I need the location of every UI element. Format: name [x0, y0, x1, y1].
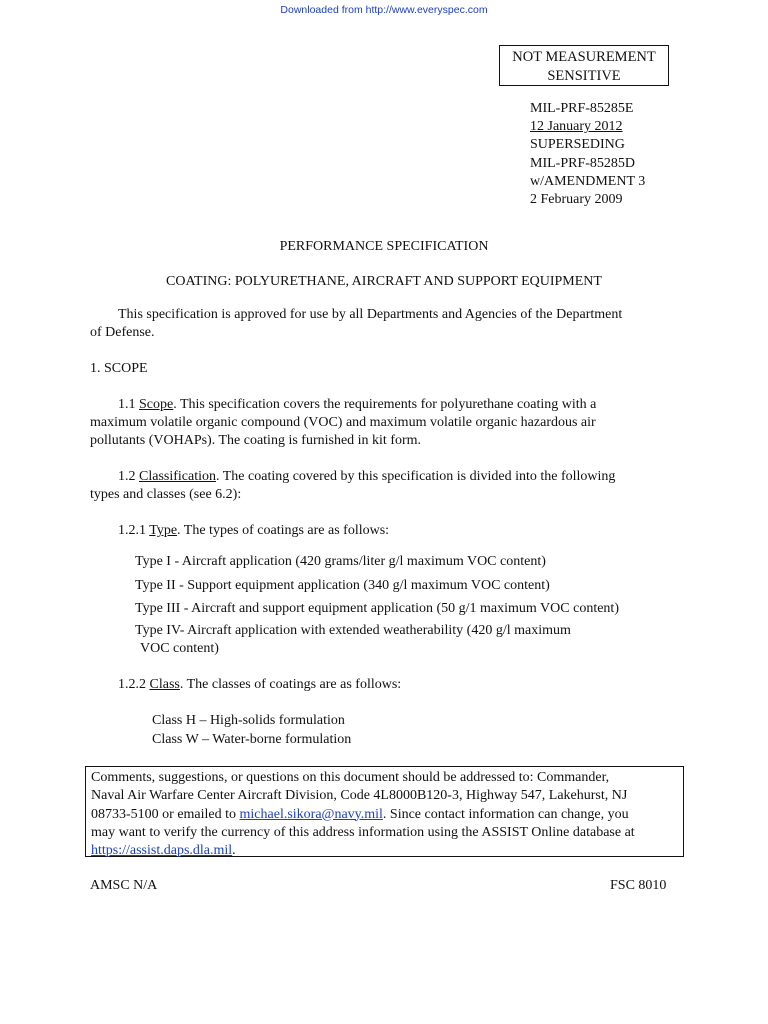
- type-item-2: Type II - Support equipment application (340 g/l maximum VOC content): [135, 578, 550, 593]
- section-1-1-text-1: . This specification covers the requirements for polyurethane coating with a: [173, 397, 597, 412]
- assist-link[interactable]: https://assist.daps.dla.mil: [91, 843, 233, 859]
- approval-line-1: This specification is approved for use by all Departments and Agencies of the Department: [118, 307, 623, 322]
- class-item-w: Class W – Water-borne formulation: [152, 732, 352, 747]
- comments-box: [85, 766, 684, 857]
- comments-line-2: Naval Air Warfare Center Aircraft Division, Code 4L8000B120-3, Highway 547, Lakehurst, NJ: [91, 788, 628, 804]
- fsc-label: FSC 8010: [610, 878, 667, 893]
- superseded-doc: MIL-PRF-85285D: [530, 155, 636, 171]
- section-1-2-2-number: 1.2.2: [118, 677, 150, 692]
- type-item-4: Type IV- Aircraft application with extended weatherability (420 g/l maximum: [135, 623, 571, 638]
- section-1-2-1-line: [118, 522, 389, 540]
- section-1-2-title: Classification: [139, 469, 216, 484]
- type-item-1: Type I - Aircraft application (420 grams/liter g/l maximum VOC content): [135, 554, 546, 569]
- not-measurement-sensitive-box: [499, 45, 669, 86]
- nms-line-1: NOT MEASUREMENT: [512, 49, 656, 65]
- section-1-2-number: 1.2: [118, 469, 139, 484]
- section-1-2-1-text: . The types of coatings are as follows:: [177, 523, 390, 538]
- amsc-label: AMSC N/A: [90, 878, 158, 893]
- doc-date: 12 January 2012: [530, 119, 623, 135]
- comments-line-4: may want to verify the currency of this address information using the ASSIST Online database at: [91, 824, 635, 840]
- type-item-3: Type III - Aircraft and support equipment application (50 g/1 maximum VOC content): [135, 601, 619, 616]
- comments-line-3: [91, 806, 678, 824]
- nms-line-2: SENSITIVE: [547, 68, 621, 84]
- section-1-1-line-2: maximum volatile organic compound (VOC) and maximum volatile organic hazardous air: [90, 415, 596, 430]
- section-1-2-line-1: [118, 468, 615, 486]
- section-1-heading: 1. SCOPE: [90, 361, 148, 376]
- section-1-2-2-line: [118, 676, 401, 694]
- comments-line-5-post: .: [232, 843, 236, 859]
- comments-line-1: Comments, suggestions, or questions on this document should be addressed to: Commander,: [91, 770, 610, 785]
- type-item-4-continued: VOC content): [140, 641, 219, 656]
- doc-number: MIL-PRF-85285E: [530, 101, 634, 116]
- approval-line-2: of Defense.: [90, 325, 155, 340]
- superseded-date: 2 February 2009: [530, 192, 623, 208]
- comments-line-3-pre: 08733-5100 or emailed to: [91, 806, 240, 822]
- section-1-2-line-2: types and classes (see 6.2):: [90, 487, 242, 502]
- section-1-1-number: 1.1: [118, 397, 139, 412]
- spec-type-title: PERFORMANCE SPECIFICATION: [279, 239, 489, 254]
- section-1-1-line-1: [118, 396, 596, 414]
- class-item-h: Class H – High-solids formulation: [152, 713, 345, 728]
- section-1-2-2-title: Class: [149, 677, 180, 692]
- document-number-block: [530, 100, 645, 209]
- amendment: w/AMENDMENT 3: [530, 173, 646, 189]
- section-1-2-2-text: . The classes of coatings are as follows:: [179, 677, 402, 692]
- comments-line-3-post: . Since contact information can change, you: [382, 806, 629, 822]
- superseding-label: SUPERSEDING: [530, 137, 625, 153]
- download-source-link[interactable]: Downloaded from http://www.everyspec.com: [280, 4, 488, 16]
- email-link[interactable]: michael.sikora@navy.mil: [239, 806, 383, 822]
- section-1-2-1-title: Type: [149, 523, 178, 538]
- spec-subject-title: COATING: POLYURETHANE, AIRCRAFT AND SUPPORT EQUIPMENT: [166, 274, 602, 289]
- section-1-2-1-number: 1.2.1: [118, 523, 150, 538]
- section-1-1-line-3: pollutants (VOHAPs). The coating is furnished in kit form.: [90, 433, 422, 448]
- section-1-2-text-1: . The coating covered by this specification is divided into the following: [216, 469, 616, 484]
- comments-line-5: [91, 842, 678, 860]
- section-1-1-title: Scope: [139, 397, 174, 412]
